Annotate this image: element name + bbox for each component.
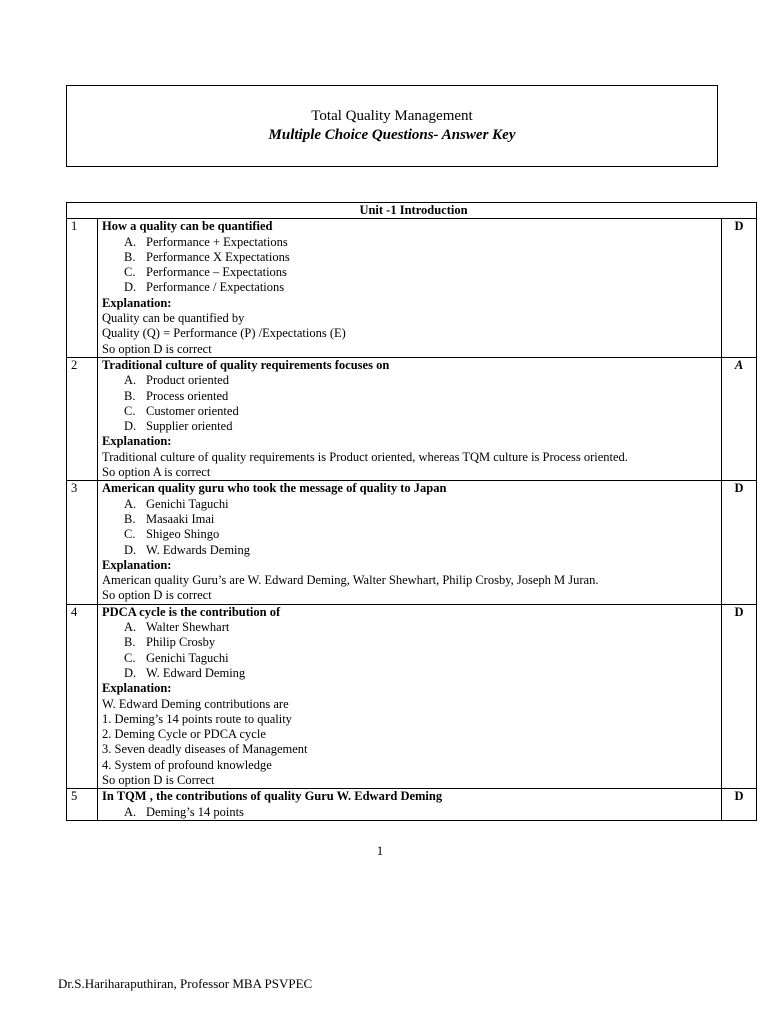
explanation-line: 3. Seven deadly diseases of Management: [102, 742, 308, 757]
unit-heading-row: [67, 203, 757, 219]
option-item: [102, 651, 721, 666]
option-item: [102, 280, 721, 295]
explanation-heading: Explanation:: [102, 557, 172, 572]
option-letter: B.: [124, 249, 136, 264]
option-item: [102, 512, 721, 527]
option-text: Philip Crosby: [146, 635, 216, 650]
question-body: [98, 357, 722, 480]
explanation-heading: Explanation:: [102, 434, 172, 449]
option-text: Deming’s 14 points: [146, 804, 244, 819]
question-body: [98, 789, 722, 821]
explanation-line: W. Edward Deming contributions are: [102, 696, 289, 711]
answer-key: A: [721, 357, 756, 480]
answer-key: D: [721, 219, 756, 358]
option-letter: D.: [124, 280, 137, 295]
explanation-line: Traditional culture of quality requirements is Product oriented, whereas TQM culture is Process oriented.: [102, 449, 628, 464]
option-item: [102, 497, 721, 512]
option-item: [102, 250, 721, 265]
answer-key-table: [66, 202, 757, 821]
question-number: 2: [67, 357, 98, 480]
option-item: [102, 635, 721, 650]
option-letter: C.: [124, 265, 136, 280]
explanation-heading: Explanation:: [102, 295, 172, 310]
question-body: [98, 219, 722, 358]
explanation-line: American quality Guru’s are W. Edward Deming, Walter Shewhart, Philip Crosby, Joseph M Juran.: [102, 573, 599, 588]
unit-heading: Unit -1 Introduction: [67, 203, 757, 219]
explanation-line: So option D is Correct: [102, 772, 215, 787]
option-item: [102, 389, 721, 404]
option-item: [102, 404, 721, 419]
question-row: [67, 219, 757, 358]
question-row: [67, 604, 757, 789]
question-row: [67, 789, 757, 821]
option-item: [102, 543, 721, 558]
option-letter: C.: [124, 403, 136, 418]
question-text: In TQM , the contributions of quality Guru W. Edward Deming: [102, 789, 443, 804]
option-letter: D.: [124, 542, 137, 557]
question-text: Traditional culture of quality requirements focuses on: [102, 357, 390, 372]
explanation-line: Quality can be quantified by: [102, 311, 245, 326]
option-text: Process oriented: [146, 388, 229, 403]
question-row: [67, 481, 757, 604]
option-letter: B.: [124, 511, 136, 526]
option-text: Performance / Expectations: [146, 280, 285, 295]
option-letter: A.: [124, 804, 137, 819]
explanation-line: Quality (Q) = Performance (P) /Expectations (E): [102, 326, 346, 341]
option-letter: A.: [124, 620, 137, 635]
document-title: Total Quality Management: [311, 108, 473, 124]
question-number: 5: [67, 789, 98, 821]
option-text: Customer oriented: [146, 403, 239, 418]
option-text: Performance X Expectations: [146, 249, 290, 264]
option-text: Masaaki Imai: [146, 511, 215, 526]
question-text: PDCA cycle is the contribution of: [102, 604, 281, 619]
explanation-line: 1. Deming’s 14 points route to quality: [102, 711, 292, 726]
option-letter: A.: [124, 373, 137, 388]
explanation-heading: Explanation:: [102, 681, 172, 696]
explanation-line: 4. System of profound knowledge: [102, 757, 272, 772]
option-item: [102, 265, 721, 280]
explanation-line: 2. Deming Cycle or PDCA cycle: [102, 727, 266, 742]
question-number: 1: [67, 219, 98, 358]
explanation-line: So option A is correct: [102, 465, 211, 480]
option-text: Product oriented: [146, 373, 229, 388]
option-item: [102, 373, 721, 388]
question-row: [67, 357, 757, 480]
question-text: How a quality can be quantified: [102, 219, 273, 234]
question-text: American quality guru who took the message of quality to Japan: [102, 481, 447, 496]
explanation-line: So option D is correct: [102, 588, 212, 603]
option-item: [102, 620, 721, 635]
option-letter: C.: [124, 650, 136, 665]
option-letter: A.: [124, 234, 137, 249]
question-number: 3: [67, 481, 98, 604]
option-item: [102, 805, 721, 820]
explanation-line: So option D is correct: [102, 341, 212, 356]
option-text: W. Edwards Deming: [146, 542, 251, 557]
option-letter: D.: [124, 419, 137, 434]
option-text: Walter Shewhart: [146, 620, 230, 635]
option-text: Shigeo Shingo: [146, 527, 220, 542]
footer-author: Dr.S.Hariharaputhiran, Professor MBA PSVPEC: [58, 976, 313, 991]
option-item: [102, 235, 721, 250]
answer-key: D: [721, 789, 756, 821]
option-text: Supplier oriented: [146, 419, 233, 434]
option-item: [102, 527, 721, 542]
option-text: Genichi Taguchi: [146, 650, 229, 665]
option-letter: A.: [124, 496, 137, 511]
answer-key: D: [721, 604, 756, 789]
option-text: Performance + Expectations: [146, 234, 288, 249]
option-letter: B.: [124, 635, 136, 650]
question-body: [98, 481, 722, 604]
option-letter: D.: [124, 665, 137, 680]
option-text: W. Edward Deming: [146, 665, 246, 680]
question-number: 4: [67, 604, 98, 789]
option-letter: C.: [124, 527, 136, 542]
question-body: [98, 604, 722, 789]
title-box: [66, 85, 718, 167]
option-item: [102, 419, 721, 434]
document-subtitle: Multiple Choice Questions- Answer Key: [268, 127, 516, 143]
answer-key: D: [721, 481, 756, 604]
page-number: 1: [376, 843, 384, 858]
option-item: [102, 666, 721, 681]
option-text: Performance – Expectations: [146, 265, 287, 280]
option-letter: B.: [124, 388, 136, 403]
option-text: Genichi Taguchi: [146, 496, 229, 511]
